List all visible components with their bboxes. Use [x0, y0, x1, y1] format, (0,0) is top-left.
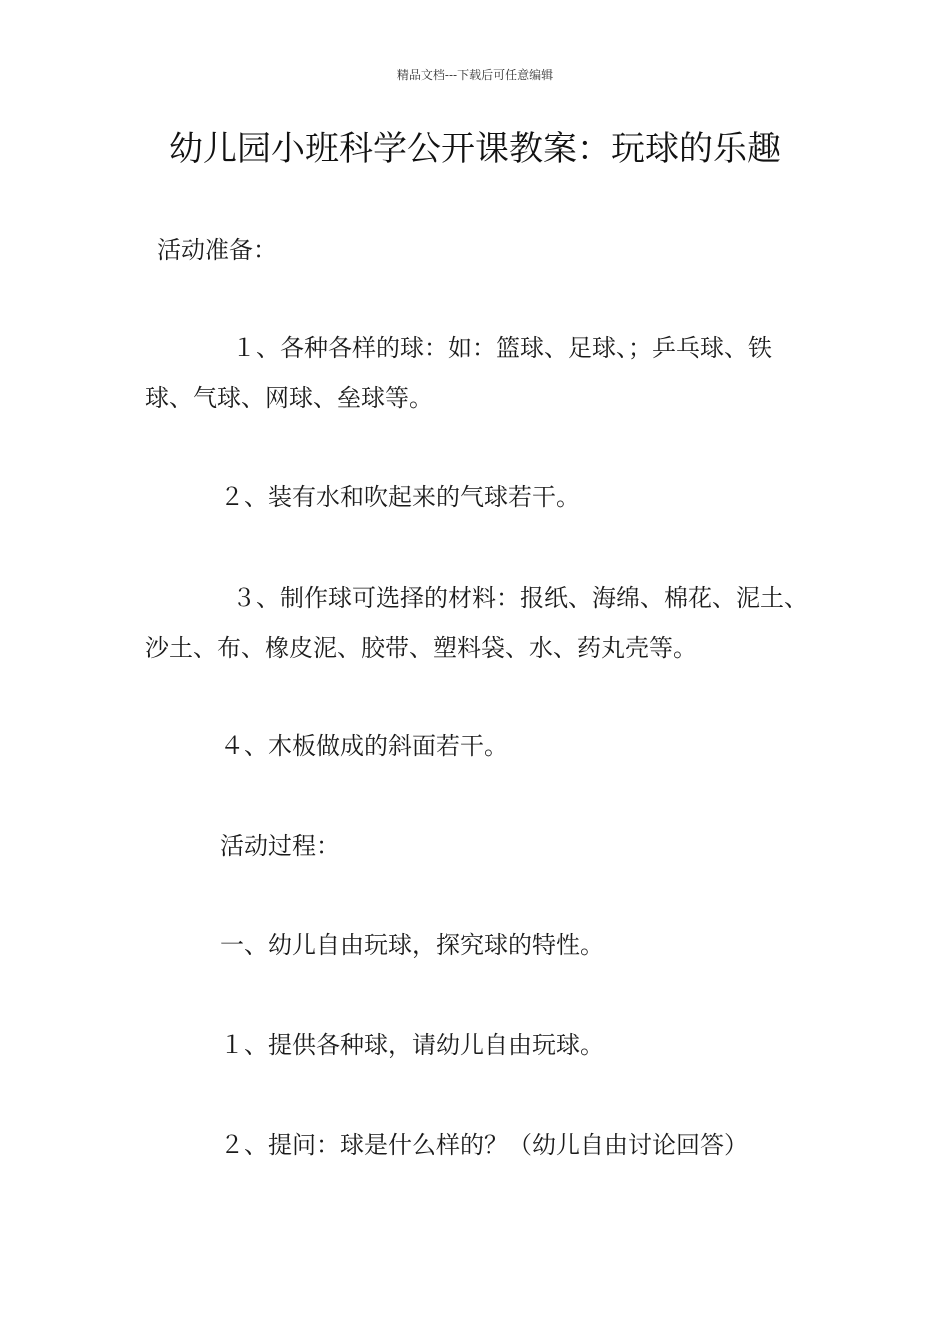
prep-heading: 活动准备： [157, 236, 277, 264]
page-header-note: 精品文档---下载后可任意编辑 [396, 68, 554, 82]
prep-item-2: ２、装有水和吹起来的气球若干。 [220, 483, 580, 511]
step-one-item-2: ２、提问：球是什么样的？（幼儿自由讨论回答） [220, 1131, 748, 1159]
process-heading: 活动过程： [220, 832, 340, 860]
prep-item-3: ３、制作球可选择的材料：报纸、海绵、棉花、泥土、沙土、布、橡皮泥、胶带、塑料袋、水、药丸壳等。 [145, 584, 808, 662]
step-one-item-1: １、提供各种球，请幼儿自由玩球。 [220, 1031, 604, 1059]
prep-item-1: １、各种各样的球：如：篮球、足球、；乒乓球、铁球、气球、网球、垒球等。 [145, 334, 772, 412]
step-one-heading: 一、幼儿自由玩球，探究球的特性。 [220, 931, 604, 959]
prep-item-4: ４、木板做成的斜面若干。 [220, 732, 508, 760]
document-title: 幼儿园小班科学公开课教案：玩球的乐趣 [169, 129, 781, 169]
